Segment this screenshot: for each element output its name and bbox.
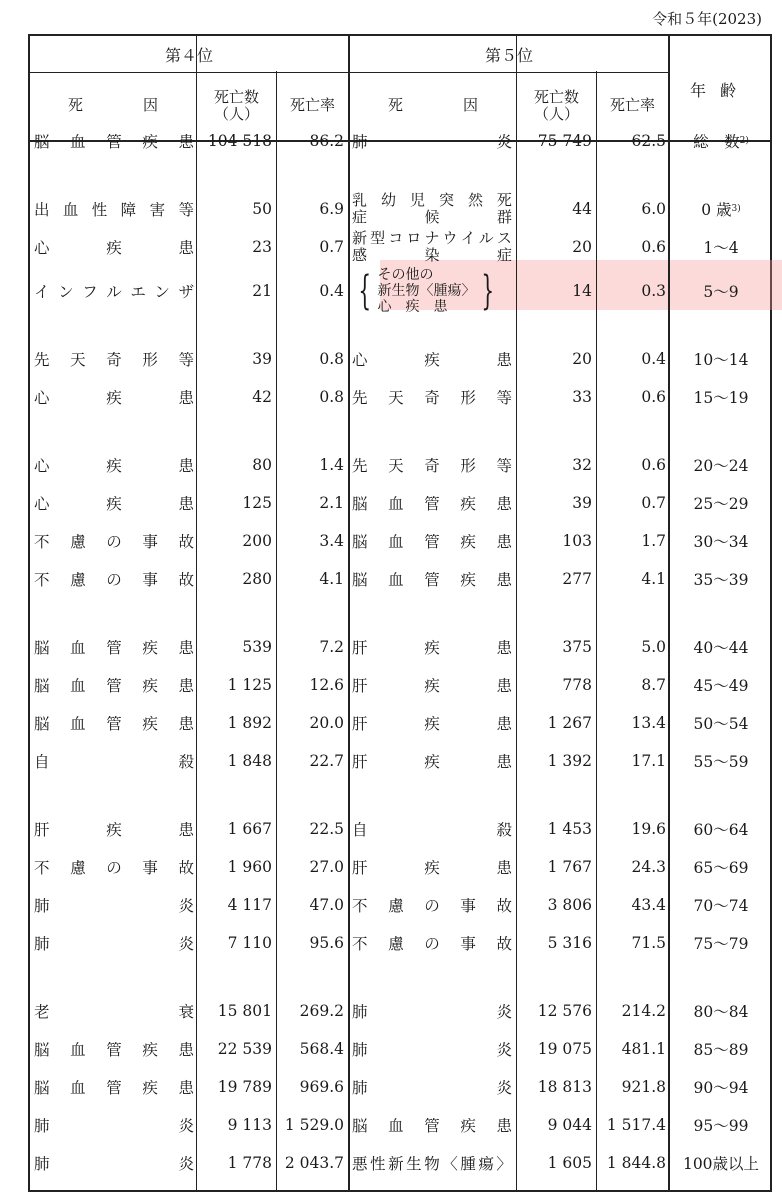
cause-text: 不 慮 の 事 故 — [352, 935, 512, 953]
rate-4th: 4.1 — [319, 570, 344, 588]
deaths-4th: 539 — [242, 638, 272, 656]
rate-header-5: 死亡率 — [609, 96, 655, 115]
rate-4th: 22.5 — [309, 820, 344, 838]
cause-5th — [352, 488, 512, 518]
age-group — [672, 488, 770, 518]
deaths-4th: 15 801 — [217, 1002, 272, 1020]
rate-4th: 27.0 — [309, 858, 344, 876]
footnote-marker: 2) — [739, 136, 749, 146]
deaths-5th: 3 806 — [547, 896, 592, 914]
age-text: 90～94 — [693, 1079, 749, 1097]
deaths-5th: 1 392 — [547, 752, 592, 770]
group-header-4th: 第４位 — [164, 45, 213, 65]
cause-line: その他の — [377, 267, 434, 283]
cause-5th — [352, 263, 512, 319]
cause-5th — [352, 192, 512, 226]
cause-5th — [352, 1110, 512, 1140]
deaths-5th: 375 — [562, 638, 592, 656]
cause-text: 肺 炎 — [34, 935, 194, 953]
cause-4th — [34, 526, 194, 556]
cause-text: 脳 血 管 疾 患 — [34, 639, 194, 657]
deaths-5th: 1 767 — [547, 858, 592, 876]
deaths-4th: 4 117 — [227, 896, 272, 914]
rate-4th: 269.2 — [299, 1002, 344, 1020]
deaths-4th: 1 892 — [227, 714, 272, 732]
cause-5th — [352, 382, 512, 412]
deaths-header-unit: （人） — [213, 105, 259, 123]
cause-4th — [34, 708, 194, 738]
age-group — [672, 526, 770, 556]
table-row — [30, 1072, 770, 1102]
cause-text: 脳 血 管 疾 患 — [352, 533, 512, 551]
cause-5th — [352, 526, 512, 556]
cause-text: 肝 疾 患 — [352, 677, 512, 695]
cause-text: 脳 血 管 疾 患 — [34, 1079, 194, 1097]
cause-line: 新生物〈腫瘍〉 — [377, 283, 476, 299]
deaths-5th: 39 — [572, 494, 592, 512]
age-group — [672, 1034, 770, 1064]
cause-text: 心 疾 患 — [34, 239, 194, 257]
cause-text: 肺 炎 — [352, 1041, 512, 1059]
cause-text: 肺 炎 — [352, 133, 512, 151]
table-row — [30, 191, 770, 226]
cause-4th — [34, 996, 194, 1026]
table-row — [30, 488, 770, 518]
cause-4th — [34, 232, 194, 262]
cause-text: 脳 血 管 疾 患 — [34, 677, 194, 695]
cause-5th — [352, 230, 512, 264]
deaths-5th: 277 — [562, 570, 592, 588]
age-group — [672, 276, 770, 306]
cause-4th — [34, 1034, 194, 1064]
deaths-4th: 125 — [242, 494, 272, 512]
rate-5th: 0.6 — [641, 456, 666, 474]
year-label: 令和５年(2023) — [652, 10, 762, 28]
deaths-5th: 75 749 — [537, 132, 592, 150]
age-header: 年齢 — [689, 80, 750, 100]
cause-text: 老 衰 — [34, 1003, 194, 1021]
cause-text: 心 疾 患 — [34, 457, 194, 475]
rate-5th: 1 517.4 — [606, 1116, 666, 1134]
table-row — [30, 382, 770, 412]
deaths-4th: 104 518 — [207, 132, 272, 150]
age-group — [672, 890, 770, 920]
rate-4th: 0.8 — [319, 388, 344, 406]
cause-5th — [352, 1034, 512, 1064]
table-row — [30, 670, 770, 700]
rate-4th: 0.8 — [319, 350, 344, 368]
cause-text: 先 天 奇 形 等 — [352, 389, 512, 407]
cause-4th — [34, 276, 194, 306]
table-row — [30, 229, 770, 264]
cause-line: 心 疾 患 — [377, 299, 448, 315]
cause-text: 肝 疾 患 — [352, 715, 512, 733]
cause-line-1: 乳 幼 児 突 然 死 — [352, 191, 512, 209]
cause-text: 脳 血 管 疾 患 — [352, 571, 512, 589]
group-header-5th: 第５位 — [484, 45, 533, 65]
age-group — [672, 1148, 770, 1178]
deaths-5th: 18 813 — [537, 1078, 592, 1096]
age-text: 55～59 — [693, 753, 749, 771]
cause-text: 心 疾 患 — [352, 351, 512, 369]
cause-4th — [34, 928, 194, 958]
cause-5th — [352, 928, 512, 958]
rate-5th: 62.5 — [631, 132, 666, 150]
cause-5th — [352, 890, 512, 920]
cause-4th — [34, 488, 194, 518]
table-row — [30, 890, 770, 920]
rate-5th: 17.1 — [631, 752, 666, 770]
table-row — [30, 996, 770, 1026]
rate-5th: 214.2 — [621, 1002, 666, 1020]
age-text: 1～4 — [703, 239, 739, 257]
cause-5th — [352, 632, 512, 662]
rate-5th: 24.3 — [631, 858, 666, 876]
table-row — [30, 746, 770, 776]
deaths-header-unit: （人） — [533, 105, 579, 123]
rate-5th: 71.5 — [631, 934, 666, 952]
deaths-4th: 19 789 — [217, 1078, 272, 1096]
cause-text: 肺 炎 — [34, 897, 194, 915]
cause-text: 脳 血 管 疾 患 — [34, 715, 194, 733]
age-group — [672, 852, 770, 882]
table-row — [30, 1148, 770, 1178]
deaths-5th: 1 453 — [547, 820, 592, 838]
rate-4th: 86.2 — [309, 132, 344, 150]
cause-text: 悪 性 新 生 物 〈 腫 瘍 〉 — [352, 1155, 512, 1173]
mortality-table — [28, 34, 772, 1192]
age-group — [672, 1072, 770, 1102]
rate-4th: 3.4 — [319, 532, 344, 550]
age-group — [672, 746, 770, 776]
rate-4th: 12.6 — [309, 676, 344, 694]
rate-5th: 481.1 — [621, 1040, 666, 1058]
rate-5th: 0.6 — [641, 238, 666, 256]
cause-4th — [34, 344, 194, 374]
cause-text: 肺 炎 — [34, 1155, 194, 1173]
deaths-4th: 22 539 — [217, 1040, 272, 1058]
age-text: 75～79 — [693, 935, 749, 953]
cause-4th — [34, 814, 194, 844]
age-text: 15～19 — [693, 389, 749, 407]
cause-text: 肺 炎 — [352, 1079, 512, 1097]
cause-text: 不 慮 の 事 故 — [34, 533, 194, 551]
cause-text: 肝 疾 患 — [352, 859, 512, 877]
age-group — [672, 708, 770, 738]
cause-5th — [352, 852, 512, 882]
rate-5th: 0.6 — [641, 388, 666, 406]
deaths-4th: 39 — [252, 350, 272, 368]
age-text: 50～54 — [693, 715, 749, 733]
cause-text: 脳 血 管 疾 患 — [34, 1041, 194, 1059]
table-row — [30, 450, 770, 480]
rate-4th: 0.4 — [319, 282, 344, 300]
cause-4th — [34, 746, 194, 776]
age-group — [672, 450, 770, 480]
rate-4th: 1 529.0 — [284, 1116, 344, 1134]
table-row — [30, 126, 770, 156]
cause-text: 肝 疾 患 — [34, 821, 194, 839]
cause-5th — [352, 996, 512, 1026]
cause-4th — [34, 670, 194, 700]
table-row — [30, 928, 770, 958]
rate-4th: 1.4 — [319, 456, 344, 474]
cause-text: 不 慮 の 事 故 — [34, 571, 194, 589]
table-row — [30, 267, 770, 315]
rate-5th: 0.3 — [641, 282, 666, 300]
deaths-4th: 9 113 — [227, 1116, 272, 1134]
age-text: 5～9 — [703, 283, 739, 301]
brace-right: } — [481, 268, 495, 314]
age-text: 0 歳 — [701, 201, 732, 219]
deaths-4th: 21 — [252, 282, 272, 300]
cause-4th — [34, 194, 194, 224]
brace-left: { — [358, 268, 372, 314]
rate-5th: 13.4 — [631, 714, 666, 732]
age-group — [672, 670, 770, 700]
cause-text: 先 天 奇 形 等 — [352, 457, 512, 475]
table-row — [30, 1034, 770, 1064]
deaths-5th: 1 605 — [547, 1154, 592, 1172]
cause-line-2: 症 候 群 — [352, 208, 512, 226]
rate-4th: 22.7 — [309, 752, 344, 770]
age-group — [672, 232, 770, 262]
cause-header-4: 死 因 — [67, 96, 158, 115]
cause-4th — [34, 1110, 194, 1140]
age-text: 80～84 — [693, 1003, 749, 1021]
deaths-5th: 44 — [572, 200, 592, 218]
age-group — [672, 344, 770, 374]
deaths-5th: 32 — [572, 456, 592, 474]
deaths-5th: 103 — [562, 532, 592, 550]
deaths-5th: 5 316 — [547, 934, 592, 952]
deaths-4th: 1 848 — [227, 752, 272, 770]
rate-5th: 8.7 — [641, 676, 666, 694]
deaths-5th: 19 075 — [537, 1040, 592, 1058]
table-row — [30, 526, 770, 556]
deaths-header-label: 死亡数 — [213, 87, 259, 106]
age-group — [672, 1110, 770, 1140]
deaths-4th: 80 — [252, 456, 272, 474]
cause-4th — [34, 852, 194, 882]
deaths-5th: 20 — [572, 238, 592, 256]
rate-4th: 20.0 — [309, 714, 344, 732]
cause-text: 肺 炎 — [34, 1117, 194, 1135]
age-group — [672, 996, 770, 1026]
age-group — [672, 928, 770, 958]
deaths-4th: 1 960 — [227, 858, 272, 876]
age-text: 20～24 — [693, 457, 749, 475]
rate-4th: 568.4 — [299, 1040, 344, 1058]
cause-4th — [34, 632, 194, 662]
rate-5th: 4.1 — [641, 570, 666, 588]
cause-text: 心 疾 患 — [34, 495, 194, 513]
age-text: 60～64 — [693, 821, 749, 839]
rate-5th: 6.0 — [641, 200, 666, 218]
age-text: 30～34 — [693, 533, 749, 551]
cause-text: 肝 疾 患 — [352, 639, 512, 657]
deaths-4th: 1 667 — [227, 820, 272, 838]
age-group — [672, 126, 770, 156]
cause-5th — [352, 126, 512, 156]
deaths-5th: 14 — [572, 282, 592, 300]
deaths-5th: 9 044 — [547, 1116, 592, 1134]
age-text: 100歳以上 — [682, 1155, 760, 1173]
age-text: 35～39 — [693, 571, 749, 589]
rate-5th: 0.7 — [641, 494, 666, 512]
rate-5th: 0.4 — [641, 350, 666, 368]
age-group — [672, 814, 770, 844]
cause-text: 脳 血 管 疾 患 — [34, 133, 194, 151]
cause-text: 肝 疾 患 — [352, 753, 512, 771]
cause-5th — [352, 746, 512, 776]
rate-4th: 47.0 — [309, 896, 344, 914]
deaths-4th: 1 125 — [227, 676, 272, 694]
cause-5th — [352, 564, 512, 594]
age-group — [672, 382, 770, 412]
age-text: 10～14 — [693, 351, 749, 369]
rate-5th: 1 844.8 — [606, 1154, 666, 1172]
rate-header-4: 死亡率 — [289, 96, 335, 115]
deaths-4th: 200 — [242, 532, 272, 550]
cause-text: 先 天 奇 形 等 — [34, 351, 194, 369]
rate-5th: 43.4 — [631, 896, 666, 914]
age-group — [672, 194, 770, 224]
cause-5th — [352, 450, 512, 480]
deaths-4th: 23 — [252, 238, 272, 256]
cause-4th — [34, 126, 194, 156]
cause-4th — [34, 1072, 194, 1102]
cause-text: 出 血 性 障 害 等 — [34, 201, 194, 219]
cause-4th — [34, 564, 194, 594]
deaths-4th: 42 — [252, 388, 272, 406]
age-text: 70～74 — [693, 897, 749, 915]
cause-5th — [352, 670, 512, 700]
deaths-4th: 280 — [242, 570, 272, 588]
age-text: 85～89 — [693, 1041, 749, 1059]
footnote-marker: 3) — [731, 204, 741, 214]
rate-5th: 921.8 — [621, 1078, 666, 1096]
table-row — [30, 852, 770, 882]
deaths-5th: 778 — [562, 676, 592, 694]
table-row — [30, 814, 770, 844]
table-row — [30, 344, 770, 374]
age-text: 65～69 — [693, 859, 749, 877]
table-row — [30, 708, 770, 738]
cause-5th — [352, 1072, 512, 1102]
deaths-4th: 7 110 — [227, 934, 272, 952]
age-text: 45～49 — [693, 677, 749, 695]
rate-4th: 0.7 — [319, 238, 344, 256]
rate-4th: 95.6 — [309, 934, 344, 952]
cause-text: イ ン フ ル エ ン ザ — [34, 283, 194, 301]
age-text: 25～29 — [693, 495, 749, 513]
cause-5th — [352, 708, 512, 738]
table-row — [30, 632, 770, 662]
deaths-header-label: 死亡数 — [533, 87, 579, 106]
deaths-4th: 50 — [252, 200, 272, 218]
rate-5th: 5.0 — [641, 638, 666, 656]
cause-4th — [34, 1148, 194, 1178]
deaths-5th: 12 576 — [537, 1002, 592, 1020]
cause-5th — [352, 344, 512, 374]
rate-4th: 7.2 — [319, 638, 344, 656]
cause-4th — [34, 890, 194, 920]
cause-text: 不 慮 の 事 故 — [34, 859, 194, 877]
cause-text: 自 殺 — [34, 753, 194, 771]
cause-4th — [34, 382, 194, 412]
cause-4th — [34, 450, 194, 480]
rate-4th: 2.1 — [319, 494, 344, 512]
rate-4th: 2 043.7 — [284, 1154, 344, 1172]
cause-text: 心 疾 患 — [34, 389, 194, 407]
age-group — [672, 632, 770, 662]
cause-text: 脳 血 管 疾 患 — [352, 1117, 512, 1135]
cause-text: 不 慮 の 事 故 — [352, 897, 512, 915]
age-text: 40～44 — [693, 639, 749, 657]
table-row — [30, 1110, 770, 1140]
cause-lines — [377, 267, 475, 315]
cause-text: 脳 血 管 疾 患 — [352, 495, 512, 513]
deaths-5th: 1 267 — [547, 714, 592, 732]
rate-4th: 969.6 — [299, 1078, 344, 1096]
age-text: 総 数 — [693, 133, 740, 151]
table-row — [30, 564, 770, 594]
rate-4th: 6.9 — [319, 200, 344, 218]
cause-header-5: 死 因 — [387, 96, 478, 115]
cause-line-1: 新 型 コ ロ ナ ウ イ ル ス — [352, 229, 512, 247]
cause-5th — [352, 814, 512, 844]
cause-text: 肺 炎 — [352, 1003, 512, 1021]
cause-text: 自 殺 — [352, 821, 512, 839]
deaths-5th: 33 — [572, 388, 592, 406]
rate-5th: 1.7 — [641, 532, 666, 550]
cause-line-2: 感 染 症 — [352, 246, 512, 264]
age-group — [672, 564, 770, 594]
cause-5th — [352, 1148, 512, 1178]
deaths-5th: 20 — [572, 350, 592, 368]
deaths-4th: 1 778 — [227, 1154, 272, 1172]
rate-5th: 19.6 — [631, 820, 666, 838]
age-text: 95～99 — [693, 1117, 749, 1135]
